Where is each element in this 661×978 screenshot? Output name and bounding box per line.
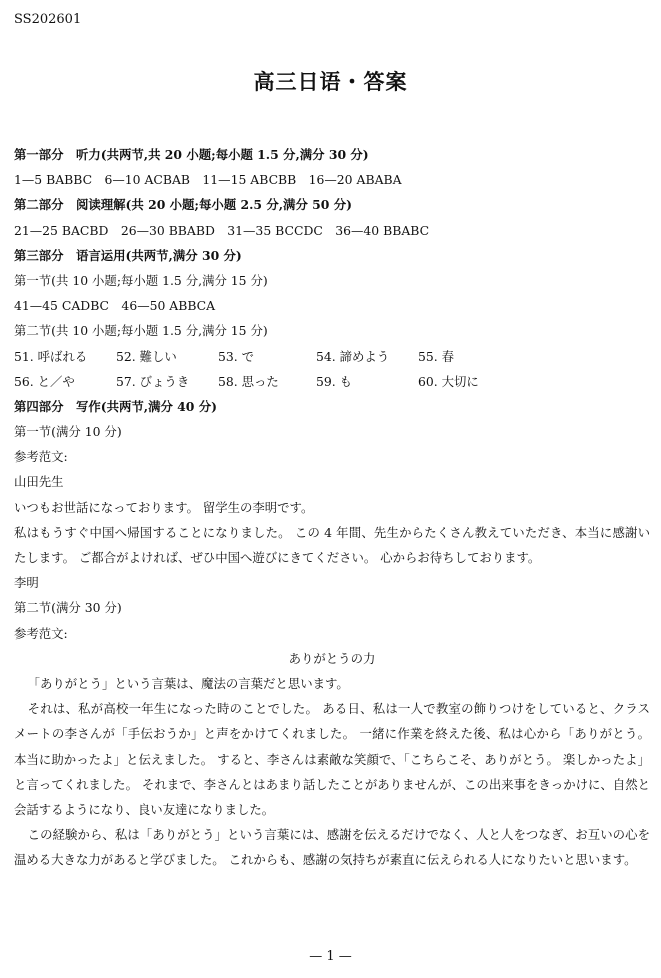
document-code: SS202601 <box>14 12 82 27</box>
page-title: 高三日语・答案 <box>253 70 408 94</box>
answer-row-56-60 <box>14 369 650 394</box>
sample-label: 参考范文: <box>14 449 68 465</box>
answer-item: 55. 春 <box>418 348 455 364</box>
answer-item: 52. 難しい <box>116 348 177 364</box>
letter-salutation: 山田先生 <box>14 474 64 490</box>
part4-section1-heading: 第一节(满分 10 分) <box>14 424 122 440</box>
letter-signature: 李明 <box>14 575 39 591</box>
answer-item: 59. も <box>316 373 353 389</box>
essay-paragraph: 「ありがとう」という言葉は、魔法の言葉だと思います。 <box>27 675 349 691</box>
essay-paragraph: それは、私が高校一年生になった時のことでした。 ある日、私は一人で教室の飾りつけをしていると、クラスメートの李さんが「手伝おうか」と声をかけてくれました。 一緒に作業を終えた後、私は心から「ありがとう。 本当に助かったよ」と伝えました。 すると、李さんは素敵な笑顔で、「こちらこそ、ありがとう。 楽しかったよ」と言ってくれました。 それまで、李さんとはあまり話したことがありませんが、この出来事をきっかけに、自然と会話するようになり、良い友達になりました。 <box>14 701 650 817</box>
part2-heading: 第二部分 阅读理解(共 20 小题;每小题 2.5 分,满分 50 分) <box>14 197 352 213</box>
answer-item: 53. で <box>218 348 255 364</box>
part1-heading: 第一部分 听力(共两节,共 20 小题;每小题 1.5 分,满分 30 分) <box>14 147 369 162</box>
essay-paragraph: この経験から、私は「ありがとう」という言葉には、感謝を伝えるだけでなく、人と人をつなぎ、お互いの心を温める大きな力があると学びました。 これからも、感謝の気持ちが素直に伝えられる人になりたいと思います。 <box>14 827 650 868</box>
part1-answers: 1—5 BABBC 6—10 ACBAB 11—15 ABCBB 16—20 ABABA <box>14 172 402 188</box>
essay-title: ありがとうの力 <box>288 650 376 666</box>
answer-row-51-55 <box>14 344 650 369</box>
letter-paragraph: 私はもうすぐ中国へ帰国することになりました。 この 4 年間、先生からたくさん教えていただき、本当に感謝いたします。 ご都合がよければ、ぜひ中国へ遊びにきてください。 心からお待ちしております。 <box>14 524 650 566</box>
part3-section2-heading: 第二节(共 10 小题;每小题 1.5 分,满分 15 分) <box>14 323 268 339</box>
sample-label: 参考范文: <box>14 625 68 641</box>
part4-section2-heading: 第二节(满分 30 分) <box>14 600 122 616</box>
answer-item: 51. 呼ばれる <box>14 348 88 364</box>
answer-item: 58. 思った <box>218 373 279 389</box>
part4-heading: 第四部分 写作(共两节,满分 40 分) <box>14 398 217 414</box>
answer-item: 54. 諦めよう <box>316 348 390 364</box>
part3-section1-heading: 第一节(共 10 小题;每小题 1.5 分,满分 15 分) <box>14 272 268 288</box>
part3-heading: 第三部分 语言运用(共两节,满分 30 分) <box>14 247 242 263</box>
answer-item: 60. 大切に <box>418 373 479 389</box>
answer-item: 56. と／や <box>14 373 75 389</box>
answer-item: 57. びょうき <box>116 373 190 389</box>
page-number: — 1 — <box>309 949 352 964</box>
part3-section1-answers: 41—45 CADBC 46—50 ABBCA <box>14 298 216 314</box>
answer-content <box>14 142 650 873</box>
part2-answers: 21—25 BACBD 26—30 BBABD 31—35 BCCDC 36—40 BBABC <box>14 222 430 238</box>
letter-line: いつもお世話になっております。 留学生の李明です。 <box>14 499 314 515</box>
